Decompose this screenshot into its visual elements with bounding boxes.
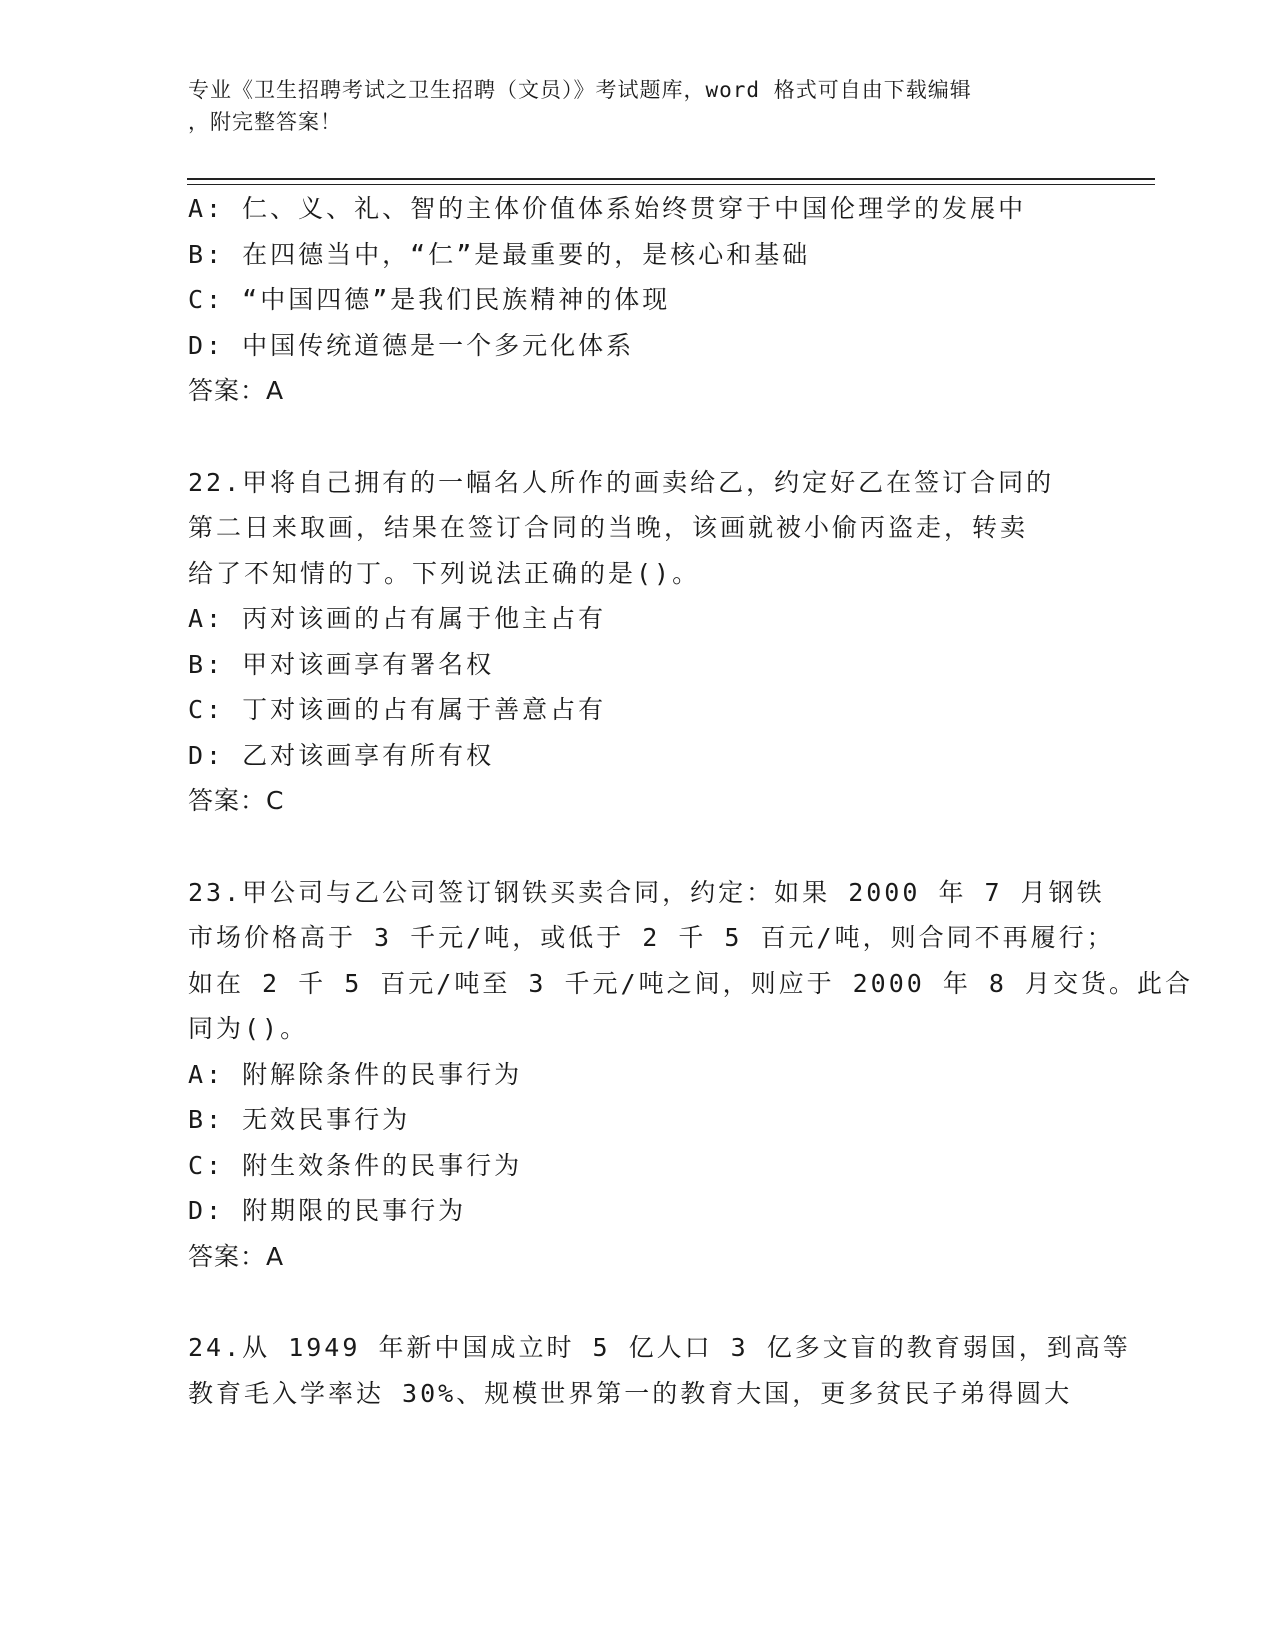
question-stem-line: 教育毛入学率达 30%、规模世界第一的教育大国，更多贫民子弟得圆大 (188, 1378, 1073, 1408)
header-divider-thick (187, 178, 1155, 180)
option-b: B: 在四德当中，“仁”是最重要的，是核心和基础 (188, 239, 811, 269)
question-stem-line: 23.甲公司与乙公司签订钢铁买卖合同，约定：如果 2000 年 7 月钢铁 (188, 877, 1105, 907)
option-c: C: 附生效条件的民事行为 (188, 1150, 523, 1180)
question-stem-line: 同为()。 (188, 1014, 309, 1043)
question-stem-line: 24.从 1949 年新中国成立时 5 亿人口 3 亿多文盲的教育弱国，到高等 (188, 1333, 1131, 1362)
header-line-1: 专业《卫生招聘考试之卫生招聘（文员）》考试题库，word 格式可自由下载编辑 (188, 78, 972, 102)
question-21 (188, 186, 1088, 414)
question-24 (188, 1325, 1131, 1416)
question-stem-line: 市场价格高于 3 千元/吨，或低于 2 千 5 百元/吨，则合同不再履行； (188, 923, 1115, 952)
option-a: A: 丙对该画的占有属于他主占有 (188, 604, 607, 633)
question-stem-line: 如在 2 千 5 百元/吨至 3 千元/吨之间，则应于 2000 年 8 月交货。此合 (188, 968, 1194, 998)
option-d: D: 附期限的民事行为 (188, 1196, 467, 1225)
question-stem-line: 给了不知情的丁。下列说法正确的是()。 (188, 558, 701, 588)
question-22 (188, 460, 1088, 824)
option-b: B: 无效民事行为 (188, 1105, 411, 1134)
option-d: D: 乙对该画享有所有权 (188, 740, 495, 770)
question-list (188, 186, 1194, 1416)
question-spacer (188, 1279, 1088, 1325)
option-c: C: 丁对该画的占有属于善意占有 (188, 695, 607, 724)
header-line-2: ，附完整答案！ (188, 110, 342, 134)
option-c: C: “中国四德”是我们民族精神的体现 (188, 285, 671, 314)
question-23 (188, 870, 1194, 1280)
header-divider-thin (187, 184, 1155, 185)
question-spacer (188, 824, 1088, 870)
question-stem-line: 第二日来取画，结果在签订合同的当晚，该画就被小偷丙盗走，转卖 (188, 513, 1029, 542)
answer-line: 答案：A (188, 376, 285, 405)
option-b: B: 甲对该画享有署名权 (188, 649, 495, 679)
option-d: D: 中国传统道德是一个多元化体系 (188, 330, 635, 360)
document-header (188, 74, 1088, 138)
option-a: A: 附解除条件的民事行为 (188, 1059, 523, 1089)
question-stem-line: 22.甲将自己拥有的一幅名人所作的画卖给乙，约定好乙在签订合同的 (188, 467, 1055, 497)
answer-line: 答案：A (188, 1241, 285, 1271)
question-spacer (188, 414, 1088, 460)
option-a: A: 仁、义、礼、智的主体价值体系始终贯穿于中国伦理学的发展中 (188, 194, 1027, 223)
answer-line: 答案：C (188, 786, 285, 815)
